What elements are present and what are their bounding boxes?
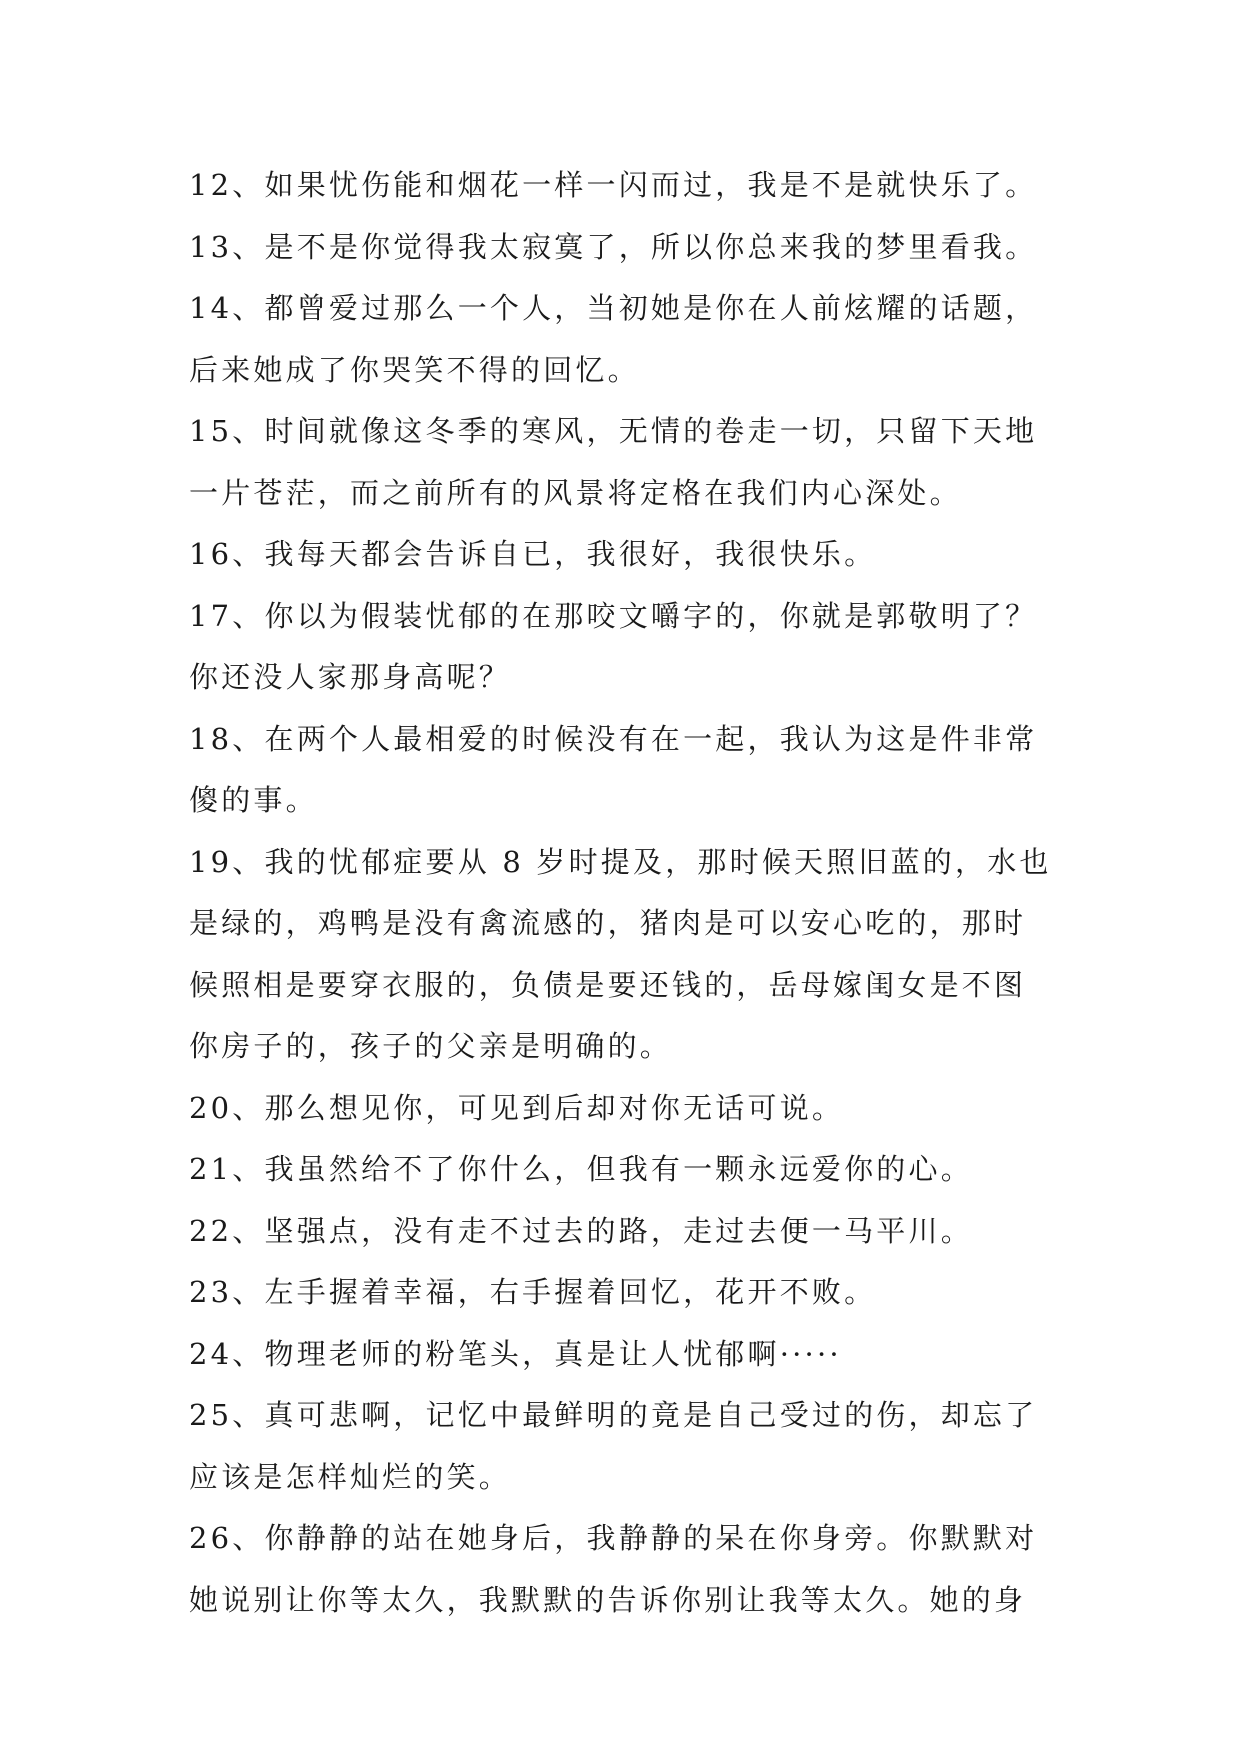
text-line: 19、我的忧郁症要从 8 岁时提及，那时候天照旧蓝的，水也 [189,844,1052,879]
text-line: 一片苍茫，而之前所有的风景将定格在我们内心深处。 [189,475,962,510]
text-line: 13、是不是你觉得我太寂寞了，所以你总来我的梦里看我。 [189,229,1038,264]
text-line: 后来她成了你哭笑不得的回忆。 [189,352,640,387]
text-line: 你房子的，孩子的父亲是明确的。 [189,1029,673,1063]
text-line: 候照相是要穿衣服的，负债是要还钱的，岳母嫁闺女是不图 [189,967,1027,1002]
text-line: 23、左手握着幸福，右手握着回忆，花开不败。 [189,1275,877,1309]
text-line: 她说别让你等太久，我默默的告诉你别让我等太久。她的身 [189,1582,1027,1617]
text-line: 26、你静静的站在她身后，我静静的呆在你身旁。你默默对 [189,1521,1038,1555]
text-line: 18、在两个人最相爱的时候没有在一起，我认为这是件非常 [189,721,1038,756]
text-line: 24、物理老师的粉笔头，真是让人忧郁啊····· [189,1336,842,1371]
text-line: 你还没人家那身高呢？ [189,660,512,694]
text-line: 15、时间就像这冬季的寒风，无情的卷走一切，只留下天地 [189,414,1038,448]
text-line: 14、都曾爱过那么一个人，当初她是你在人前炫耀的话题， [189,291,1038,325]
text-line: 16、我每天都会告诉自已，我很好，我很快乐。 [189,537,877,571]
text-line: 17、你以为假装忧郁的在那咬文嚼字的，你就是郭敬明了？ [189,598,1038,633]
text-line: 应该是怎样灿烂的笑。 [189,1459,512,1494]
text-line: 是绿的，鸡鸭是没有禽流感的，猪肉是可以安心吃的，那时 [189,906,1027,940]
text-line: 20、那么想见你，可见到后却对你无话可说。 [189,1090,845,1125]
body-text [189,155,1109,1631]
text-line: 22、坚强点，没有走不过去的路，走过去便一马平川。 [189,1213,973,1248]
text-line: 25、真可悲啊，记忆中最鲜明的竟是自己受过的伤，却忘了 [189,1398,1038,1432]
text-line: 傻的事。 [189,783,318,817]
text-line: 21、我虽然给不了你什么，但我有一颗永远爱你的心。 [189,1152,973,1186]
text-line: 12、如果忧伤能和烟花一样一闪而过，我是不是就快乐了。 [189,168,1038,202]
